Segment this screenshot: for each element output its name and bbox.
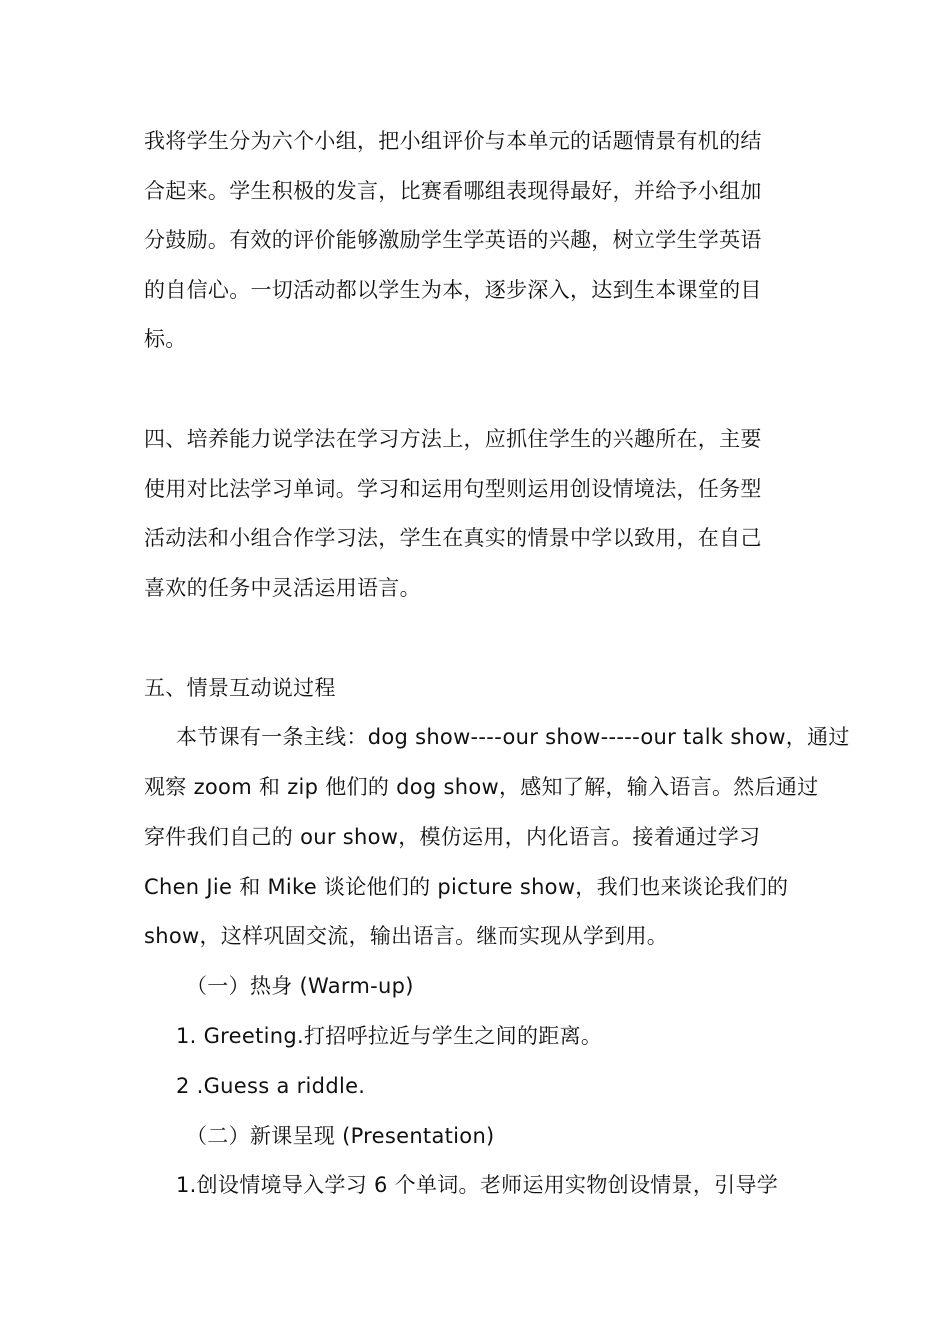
warmup-heading: （一）热身 (Warm-up) [186,974,414,998]
section-4-line: 活动法和小组合作学习法，学生在真实的情景中学以致用，在自己 [144,526,762,550]
warmup-item: 2 .Guess a riddle. [176,1074,366,1098]
section-5-intro-line: 穿件我们自己的 our show，模仿运用，内化语言。接着通过学习 [144,825,761,849]
section-4-line: 四、培养能力说学法在学习方法上，应抓住学生的兴趣所在，主要 [144,427,762,451]
paragraph-line: 我将学生分为六个小组，把小组评价与本单元的话题情景有机的结 [144,129,762,153]
presentation-heading: （二）新课呈现 (Presentation) [186,1124,495,1148]
section-4-line: 使用对比法学习单词。学习和运用句型则运用创设情境法，任务型 [144,477,762,501]
paragraph-line: 标。 [144,327,187,351]
warmup-item: 1. Greeting.打招呼拉近与学生之间的距离。 [176,1024,603,1048]
section-5-intro-line: 本节课有一条主线：dog show----our show-----our talk show，通过 [176,725,850,749]
presentation-item: 1.创设情境导入学习 6 个单词。老师运用实物创设情景，引导学 [176,1173,779,1197]
section-5-heading: 五、情景互动说过程 [144,676,336,700]
paragraph-line: 合起来。学生积极的发言，比赛看哪组表现得最好，并给予小组加 [144,179,762,203]
paragraph-line: 的自信心。一切活动都以学生为本，逐步深入，达到生本课堂的目 [144,278,762,302]
paragraph-line: 分鼓励。有效的评价能够激励学生学英语的兴趣，树立学生学英语 [144,228,762,252]
section-5-intro-line: show，这样巩固交流，输出语言。继而实现从学到用。 [144,924,669,948]
section-5-intro-line: 观察 zoom 和 zip 他们的 dog show，感知了解，输入语言。然后通过 [144,775,819,799]
section-5-intro-line: Chen Jie 和 Mike 谈论他们的 picture show，我们也来谈论我们的 [144,875,789,899]
section-4-line: 喜欢的任务中灵活运用语言。 [144,576,421,600]
